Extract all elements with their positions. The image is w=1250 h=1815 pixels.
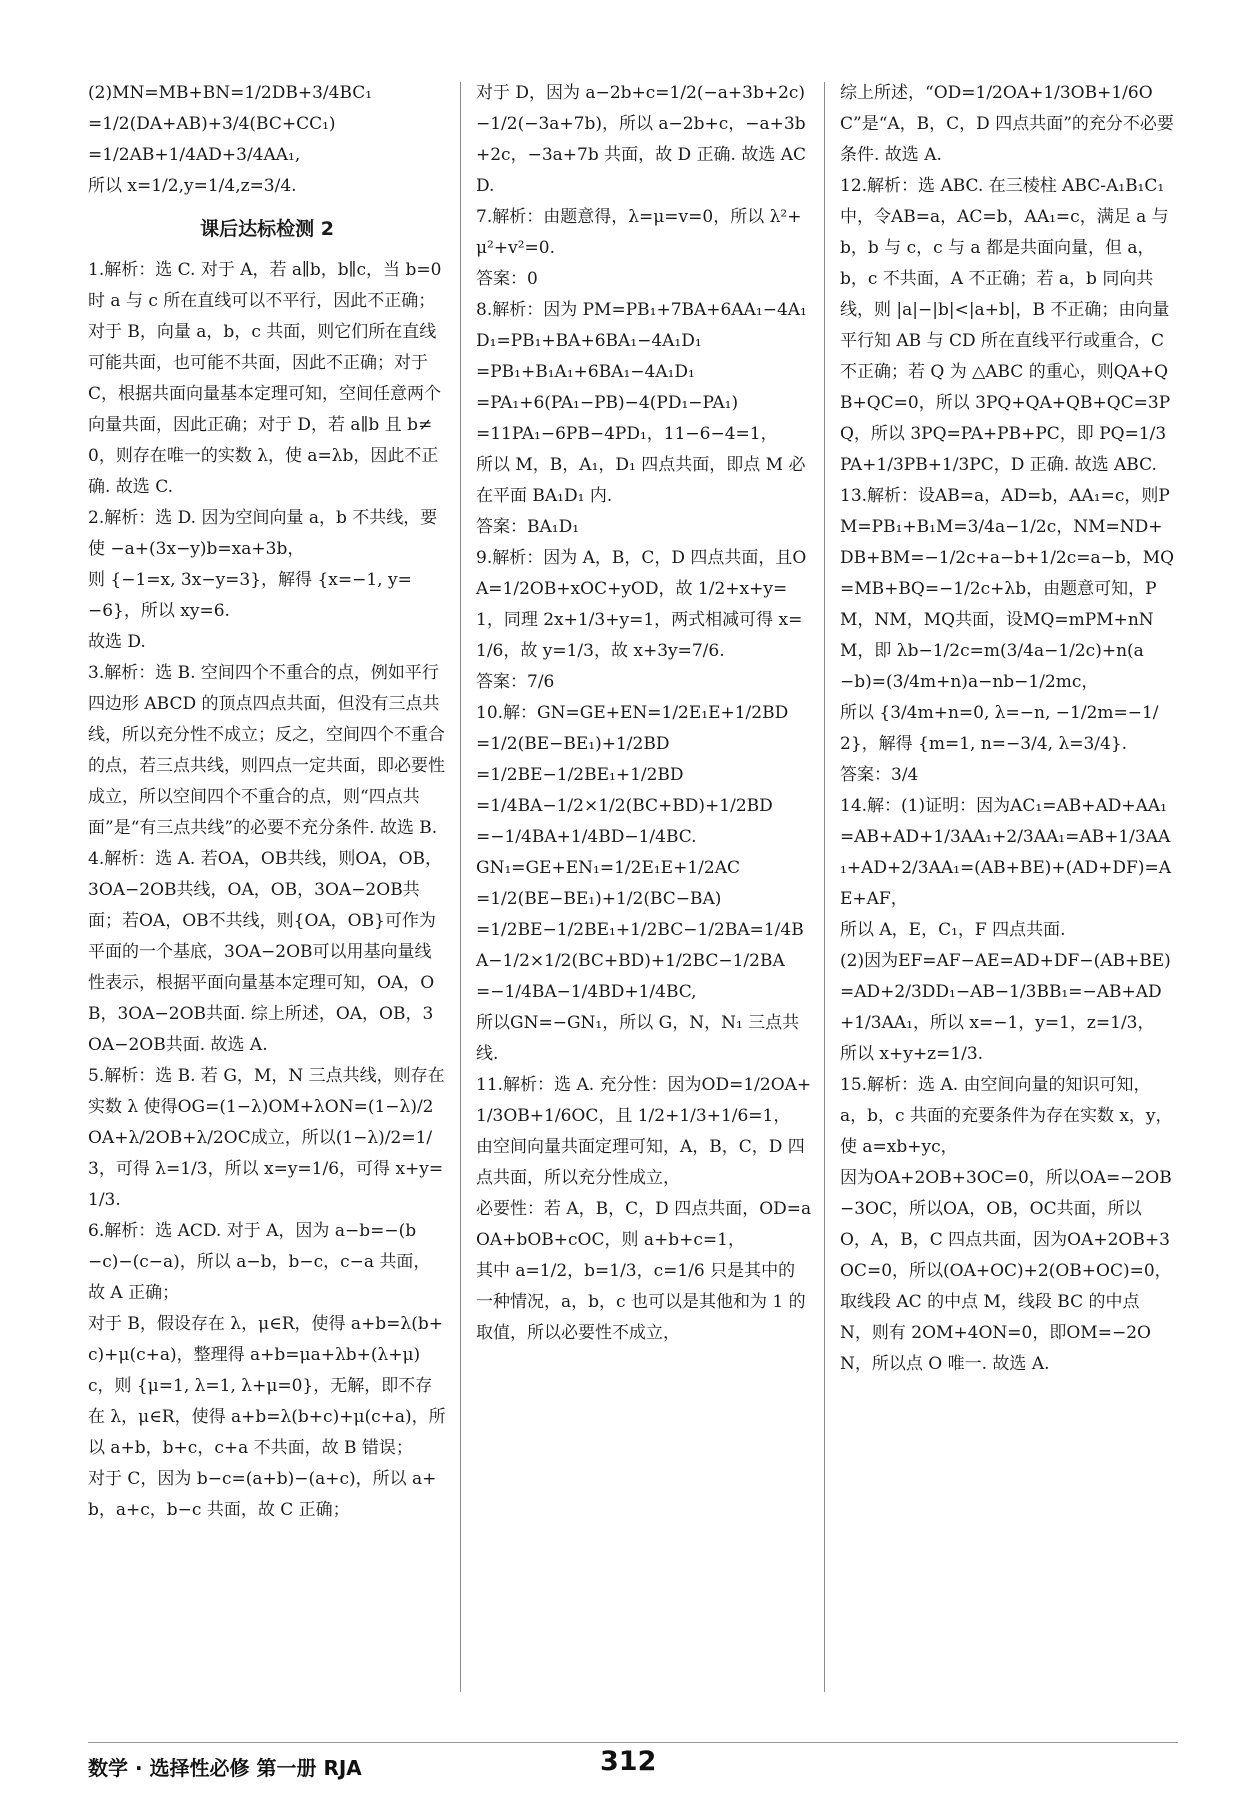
text-line: =−1/4BA+1/4BD−1/4BC.: [476, 827, 697, 847]
text-line: 对于 C，因为 b−c=(a+b)−(a+c)，所以 a+b，a+c，b−c 共面，故 C 正确；: [88, 1469, 437, 1520]
answer-column-3: [840, 78, 1175, 1705]
text-line: 则 {−1=x, 3x−y=3}，解得 {x=−1, y=−6}，所以 xy=6.: [88, 570, 412, 621]
text-line: 6.解析：选 ACD. 对于 A，因为 a−b=−(b−c)−(c−a)，所以 a−b，b−c，c−a 共面，故 A 正确；: [88, 1221, 431, 1303]
text-line: =1/2(BE−BE₁)+1/2BD: [476, 734, 670, 754]
answer-column-2: [476, 78, 812, 1705]
text-line: =1/2BE−1/2BE₁+1/2BC−1/2BA=1/4BA−1/2×1/2(BC+BD)+1/2BC−1/2BA: [476, 920, 804, 971]
text-line: =1/4BA−1/2×1/2(BC+BD)+1/2BD: [476, 796, 773, 816]
text-line: 7.解析：由题意得，λ=μ=v=0，所以 λ²+μ²+v²=0.: [476, 207, 802, 258]
text-line: 对于 D，因为 a−2b+c=1/2(−a+3b+2c)−1/2(−3a+7b)，所以 a−2b+c，−a+3b+2c，−3a+7b 共面，故 D 正确. 故选 ACD.: [476, 83, 807, 196]
text-line: (2)MN=MB+BN=1/2DB+3/4BC₁: [88, 83, 373, 103]
column-divider: [824, 82, 825, 1692]
text-line: 所以 x=1/2,y=1/4,z=3/4.: [88, 176, 297, 196]
text-line: 故选 D.: [88, 632, 146, 652]
text-line: =−1/4BA−1/4BD+1/4BC,: [476, 982, 697, 1002]
answer-label: 答案：0: [476, 269, 538, 289]
text-line: 因为OA+2OB+3OC=0，所以OA=−2OB−3OC，所以OA，OB，OC共面，所以 O，A，B，C 四点共面，因为OA+2OB+3OC=0，所以(OA+OC)+2(OB+OC)=0，取线段 AC 的中点 M，线段 BC 的中点 N，则有 2OM+4ON=0，即OM=−2ON，所以点 O 唯一. 故选 A.: [840, 1168, 1172, 1374]
text-line: 10.解：GN=GE+EN=1/2E₁E+1/2BD: [476, 703, 789, 723]
text-line: 所以GN=−GN₁，所以 G，N，N₁ 三点共线.: [476, 1013, 800, 1064]
text-line: =1/2(DA+AB)+3/4(BC+CC₁): [88, 114, 336, 134]
section-title: 课后达标检测 2: [200, 218, 334, 240]
footer-divider: [88, 1742, 1178, 1743]
page-number: 312: [600, 1746, 657, 1777]
text-line: GN₁=GE+EN₁=1/2E₁E+1/2AC: [476, 858, 740, 878]
text-line: 1.解析：选 C. 对于 A，若 a∥b，b∥c，当 b=0 时 a 与 c 所在直线可以不平行，因此不正确；对于 B，向量 a，b，c 共面，则它们所在直线可能共面，也可能不共面，因此不正确；对于 C，根据共面向量基本定理可知，空间任意两个向量共面，因此正确；对于 D，若 a∥b 且 b≠0，则存在唯一的实数 λ，使 a=λb，因此不正确. 故选 C.: [88, 260, 442, 497]
text-line: 所以 A，E，C₁，F 四点共面.: [840, 920, 1066, 940]
text-line: =PA₁+6(PA₁−PB)−4(PD₁−PA₁): [476, 393, 739, 413]
text-line: 9.解析：因为 A，B，C，D 四点共面，且OA=1/2OB+xOC+yOD，故 1/2+x+y=1，同理 2x+1/3+y=1，两式相减可得 x=1/6，故 y=1/3，故 x+3y=7/6.: [476, 548, 807, 661]
text-line: 8.解析：因为 PM=PB₁+7BA+6AA₁−4A₁D₁=PB₁+BA+6BA₁−4A₁D₁: [476, 300, 807, 351]
text-line: 2.解析：选 D. 因为空间向量 a，b 不共线，要使 −a+(3x−y)b=xa+3b，: [88, 508, 438, 559]
footer-subject: 数学 · 选择性必修 第一册 RJA: [88, 1756, 362, 1780]
text-line: 所以 x+y+z=1/3.: [840, 1044, 984, 1064]
text-line: 15.解析：选 A. 由空间向量的知识可知，a，b，c 共面的充要条件为存在实数 x，y，使 a=xb+yc，: [840, 1075, 1173, 1157]
answer-label: 答案：3/4: [840, 765, 919, 785]
text-line: 其中 a=1/2，b=1/3，c=1/6 只是其中的一种情况，a，b，c 也可以是其他和为 1 的取值，所以必要性不成立，: [476, 1261, 806, 1343]
answer-label: 答案：7/6: [476, 672, 555, 692]
text-line: =11PA₁−6PB−4PD₁，11−6−4=1，: [476, 424, 778, 444]
text-line: =1/2(BE−BE₁)+1/2(BC−BA): [476, 889, 722, 909]
text-line: 12.解析：选 ABC. 在三棱柱 ABC-A₁B₁C₁ 中，令AB=a，AC=b，AA₁=c，满足 a 与 b，b 与 c，c 与 a 都是共面向量，但 a，b，c 不共面，A 不正确；若 a，b 同向共线，则 |a|−|b|<|a+b|，B 不正确；由向量平行知 AB 与 CD 所在直线平行或重合，C 不正确；若 Q 为 △ABC 的重心，则QA+QB+QC=0，所以 3PQ+QA+QB+QC=3PQ，所以 3PQ=PA+PB+PC，即 PQ=1/3PA+1/3PB+1/3PC，D 正确. 故选 ABC.: [840, 176, 1171, 475]
text-line: 所以 {3/4m+n=0, λ=−n, −1/2m=−1/2}，解得 {m=1, n=−3/4, λ=3/4}.: [840, 703, 1159, 754]
text-line: 所以 M，B，A₁，D₁ 四点共面，即点 M 必在平面 BA₁D₁ 内.: [476, 455, 806, 506]
text-line: 14.解：(1)证明：因为AC₁=AB+AD+AA₁=AB+AD+1/3AA₁+2/3AA₁=AB+1/3AA₁+AD+2/3AA₁=(AB+BE)+(AD+DF)=AE+AF，: [840, 796, 1171, 909]
text-line: 11.解析：选 A. 充分性：因为OD=1/2OA+1/3OB+1/6OC，且 1/2+1/3+1/6=1，: [476, 1075, 812, 1126]
column-divider: [460, 82, 461, 1692]
text-line: 5.解析：选 B. 若 G，M，N 三点共线，则存在实数 λ 使得OG=(1−λ)OM+λON=(1−λ)/2OA+λ/2OB+λ/2OC成立，所以(1−λ)/2=1/3，可得 λ=1/3，所以 x=y=1/6，可得 x+y=1/3.: [88, 1066, 445, 1210]
text-line: 3.解析：选 B. 空间四个不重合的点，例如平行四边形 ABCD 的顶点四点共面，但没有三点共线，所以充分性不成立；反之，空间四个不重合的点，若三点共线，则四点一定共面，即必要性成立，所以空间四个不重合的点，则“四点共面”是“有三点共线”的必要不充分条件. 故选 B.: [88, 663, 445, 838]
text-line: (2)因为EF=AF−AE=AD+DF−(AB+BE)=AD+2/3DD₁−AB−1/3BB₁=−AB+AD+1/3AA₁，所以 x=−1，y=1，z=1/3，: [840, 951, 1171, 1033]
text-line: =1/2AB+1/4AD+3/4AA₁,: [88, 145, 301, 165]
text-line: 由空间向量共面定理可知，A，B，C，D 四点共面，所以充分性成立，: [476, 1137, 805, 1188]
text-line: 必要性：若 A，B，C，D 四点共面，OD=aOA+bOB+cOC，则 a+b+c=1，: [476, 1199, 812, 1250]
text-line: 4.解析：选 A. 若OA，OB共线，则OA，OB，3OA−2OB共线，OA，OB，3OA−2OB共面；若OA，OB不共线，则{OA，OB}可作为平面的一个基底，3OA−2OB可以用基向量线性表示，根据平面向量基本定理可知，OA，OB，3OA−2OB共面. 综上所述，OA，OB，3OA−2OB共面. 故选 A.: [88, 849, 442, 1055]
text-line: 综上所述，“OD=1/2OA+1/3OB+1/6OC”是“A，B，C，D 四点共面”的充分不必要条件. 故选 A.: [840, 83, 1174, 165]
text-line: 13.解析：设AB=a，AD=b，AA₁=c，则PM=PB₁+B₁M=3/4a−1/2c，NM=ND+DB+BM=−1/2c+a−b+1/2c=a−b，MQ=MB+BQ=−1/2c+λb，由题意可知，PM，NM，MQ共面，设MQ=mPM+nNM，即 λb−1/2c=m(3/4a−1/2c)+n(a−b)=(3/4m+n)a−nb−1/2mc，: [840, 486, 1175, 692]
text-line: =1/2BE−1/2BE₁+1/2BD: [476, 765, 684, 785]
text-line: 对于 B，假设存在 λ，μ∈R，使得 a+b=λ(b+c)+μ(c+a)，整理得 a+b=μa+λb+(λ+μ)c，则 {μ=1, λ=1, λ+μ=0}，无解，即不存在 λ，μ∈R，使得 a+b=λ(b+c)+μ(c+a)，所以 a+b，b+c，c+a 不共面，故 B 错误；: [88, 1314, 446, 1458]
answer-label: 答案：BA₁D₁: [476, 517, 580, 537]
text-line: =PB₁+B₁A₁+6BA₁−4A₁D₁: [476, 362, 695, 382]
answer-column-1: [88, 78, 446, 1705]
